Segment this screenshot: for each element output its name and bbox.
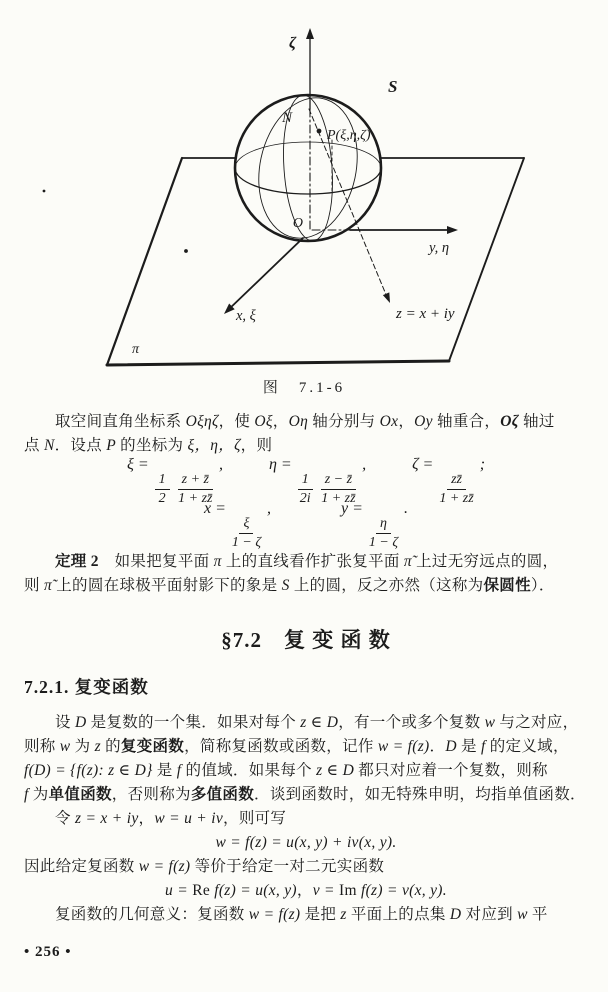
section-heading: §7.2 复 变 函 数 xyxy=(221,628,391,652)
scan-speck xyxy=(184,249,188,253)
zeta-axis-label: ζ xyxy=(288,35,296,52)
figure-riemann-sphere xyxy=(0,0,608,378)
north-pole-label: N xyxy=(281,110,292,126)
formula-row-1 xyxy=(24,455,588,506)
plane-label: π xyxy=(132,342,140,357)
zeta-axis-line xyxy=(306,28,314,231)
text-line: 令 z = x + iy，w = u + iv，则可写 xyxy=(55,810,287,827)
formula-zeta: ζ = $\frac{zz̄}{1 + zz̄}$ ; xyxy=(412,455,486,506)
centered-formula-reim: u = Re f(z) = u(x, y)，v = Im f(z) = v(x, y). xyxy=(165,882,447,899)
origin-label: O xyxy=(292,216,303,231)
text-line: 点 N．设点 P 的坐标为 ξ，η，ζ，则 xyxy=(24,437,273,454)
x-axis-label: x, ξ xyxy=(236,308,256,324)
centered-formula-uv: w = f(z) = u(x, y) + iv(x, y). xyxy=(215,834,397,851)
y-axis-line xyxy=(312,226,458,234)
formula-row-2 xyxy=(24,499,588,550)
coordinates-paragraph xyxy=(24,410,588,458)
text-line: 设 D 是复数的一个集．如果对每个 z ∈ D，有一个或多个复数 w 与之对应， xyxy=(55,714,579,731)
text-line: 因此给定复函数 w = f(z) 等价于给定一对二元实函数 xyxy=(24,858,385,875)
formula-x: x = $\frac{\xi}{1 - \zeta}$ , xyxy=(203,499,271,550)
z-point-label: z = x + iy xyxy=(396,306,455,322)
formula-eta: η = $\frac{1}{2i}$ $\frac{z - z̄}{1 + zz̄}$ , xyxy=(268,455,367,506)
y-axis-label: y, η xyxy=(429,240,450,256)
page-number: • 256 • xyxy=(24,944,72,960)
scan-speck xyxy=(43,190,46,193)
sphere-label: S xyxy=(388,77,398,96)
subsection-heading: 7.2.1. 复变函数 xyxy=(24,677,149,697)
point-p-label: P(ξ,η,ζ) xyxy=(327,128,371,143)
figure-caption: 图 7.1-6 xyxy=(262,380,346,396)
sphere-great-circles xyxy=(235,89,381,248)
formula-y: y = $\frac{\eta}{1 - \zeta}$ . xyxy=(341,499,409,550)
plane-outline xyxy=(107,158,524,365)
sphere-outline xyxy=(235,95,381,241)
definition-paragraph xyxy=(24,711,588,927)
point-p-dot xyxy=(317,129,322,134)
formula-xi: ξ = $\frac{1}{2}$ $\frac{z + z̄}{1 + zz̄}$ , xyxy=(126,455,223,506)
text-line: 定理 2 如果把复平面 π 上的直线看作扩张复平面 π̃ 上过无穷远点的圆， xyxy=(55,553,559,570)
page-content xyxy=(0,410,608,927)
theorem-2 xyxy=(24,550,588,598)
text-line: 则 π̃ 上的圆在球极平面射影下的象是 S 上的圆，反之亦然（这称为保圆性）． xyxy=(24,577,555,594)
text-line: 则称 w 为 z 的复变函数，简称复函数或函数，记作 w = f(z)．D 是 f 的定义域， xyxy=(24,738,569,755)
projection-arrowhead xyxy=(383,292,393,304)
text-line: 复函数的几何意义：复函数 w = f(z) 是把 z 平面上的点集 D 对应到 w 平 xyxy=(55,906,548,923)
text-line: f(D) = {f(z): z ∈ D} 是 f 的值域．如果每个 z ∈ D 都只对应着一个复数，则称 xyxy=(24,762,548,779)
text-line: f 为单值函数，否则称为多值函数．谈到函数时，如无特殊申明，均指单值函数． xyxy=(24,786,586,803)
y-axis-arrowhead xyxy=(447,226,458,234)
text-line: 取空间直角坐标系 Oξηζ，使 Oξ，Oη 轴分别与 Ox，Oy 轴重合，Oζ 轴过 xyxy=(55,413,555,430)
zeta-axis-arrowhead xyxy=(306,28,314,39)
x-axis-line xyxy=(221,238,303,317)
